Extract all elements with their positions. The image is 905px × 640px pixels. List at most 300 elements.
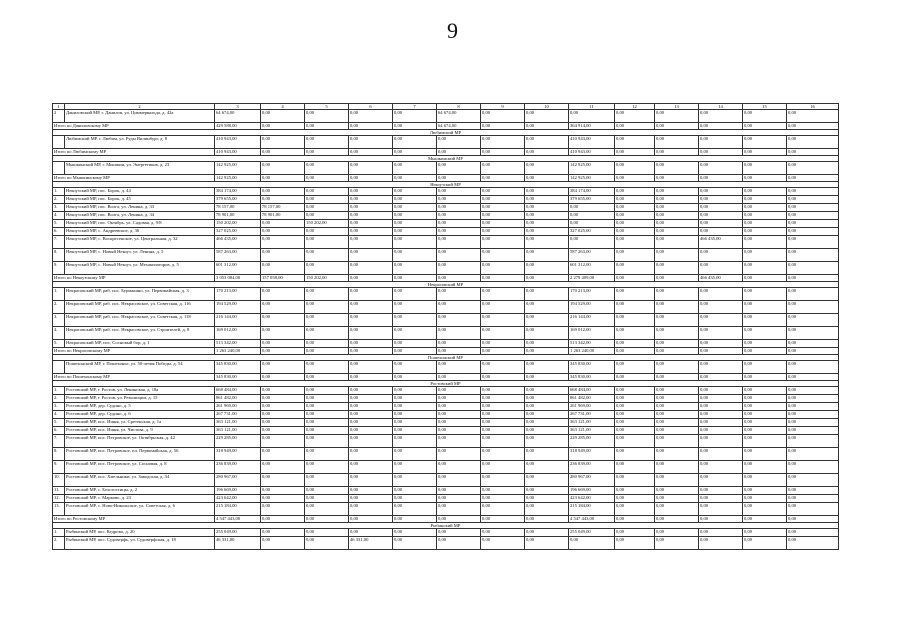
amount-cell: 0,00 — [787, 474, 839, 487]
amount-cell: 0,00 — [305, 529, 349, 537]
amount-cell: 0,00 — [787, 387, 839, 395]
amount-cell: 587 263,00 — [215, 249, 261, 262]
amount-cell: 0,00 — [261, 435, 305, 448]
amount-cell: 0,00 — [349, 495, 393, 503]
amount-cell: 0,00 — [743, 262, 787, 275]
amount-cell: 0,00 — [481, 110, 525, 123]
amount-cell: 0,00 — [615, 387, 655, 395]
table-row — [53, 419, 839, 427]
amount-cell: 0,00 — [615, 228, 655, 236]
address-cell: Некрасовский МР, раб. пос. Некрасовское, ул. Строителей, д. 8 — [65, 327, 215, 340]
amount-cell: 0,00 — [349, 162, 393, 175]
amount-cell: 0,00 — [699, 419, 743, 427]
column-header: 16 — [787, 104, 839, 110]
amount-cell: 429 588,00 — [215, 123, 261, 130]
amount-cell: 0,00 — [525, 188, 569, 196]
row-number: 4. — [53, 212, 65, 220]
amount-cell: 668 484,00 — [215, 387, 261, 395]
amount-cell: 0,00 — [699, 301, 743, 314]
amount-cell: 861 482,00 — [569, 395, 615, 403]
amount-cell: 0,00 — [393, 487, 437, 495]
amount-cell: 261 969,00 — [215, 403, 261, 411]
amount-cell: 0,00 — [787, 503, 839, 516]
amount-cell: 0,00 — [655, 249, 699, 262]
amount-cell: 668 484,00 — [569, 387, 615, 395]
amount-cell: 64 674,00 — [437, 123, 481, 130]
amount-cell: 0,00 — [787, 487, 839, 495]
amount-cell: 142 925,00 — [215, 162, 261, 175]
amount-cell: 0,00 — [525, 537, 569, 550]
amount-cell: 0,00 — [615, 461, 655, 474]
amount-cell: 0,00 — [393, 162, 437, 175]
amount-cell: 236 839,00 — [215, 461, 261, 474]
amount-cell: 0,00 — [437, 212, 481, 220]
amount-cell: 0,00 — [481, 220, 525, 228]
amount-cell: 0,00 — [569, 537, 615, 550]
amount-cell: 0,00 — [569, 236, 615, 249]
amount-cell: 0,00 — [393, 228, 437, 236]
address-cell: Некрасовский МР, раб. пос. Некрасовское, ул. Советская, д. 116 — [65, 301, 215, 314]
amount-cell: 0,00 — [305, 537, 349, 550]
amount-cell: 0,00 — [569, 204, 615, 212]
amount-cell: 142 925,00 — [569, 175, 615, 182]
amount-cell: 0,00 — [481, 249, 525, 262]
amount-cell: 0,00 — [437, 204, 481, 212]
amount-cell: 0,00 — [393, 448, 437, 461]
amount-cell: 78 157,00 — [215, 204, 261, 212]
amount-cell: 0,00 — [743, 474, 787, 487]
amount-cell: 0,00 — [615, 529, 655, 537]
amount-cell: 255 049,00 — [569, 529, 615, 537]
table-row — [53, 327, 839, 340]
amount-cell: 379 655,00 — [569, 196, 615, 204]
amount-cell: 0,00 — [261, 123, 305, 130]
table-row — [53, 403, 839, 411]
amount-cell: 0,00 — [525, 249, 569, 262]
amount-cell: 0,00 — [393, 361, 437, 374]
amount-cell: 423 642,00 — [569, 495, 615, 503]
amount-cell: 0,00 — [349, 236, 393, 249]
amount-cell: 363 121,00 — [215, 419, 261, 427]
amount-cell: 0,00 — [743, 188, 787, 196]
address-cell: Некрасовский МР, раб. пос. Некрасовское, ул. Советская, д. 118 — [65, 314, 215, 327]
amount-cell: 0,00 — [655, 175, 699, 182]
row-number: 1. — [53, 288, 65, 301]
amount-cell: 0,00 — [305, 495, 349, 503]
amount-cell: 0,00 — [349, 487, 393, 495]
amount-cell: 0,00 — [699, 314, 743, 327]
amount-cell: 0,00 — [699, 411, 743, 419]
amount-cell: 0,00 — [743, 204, 787, 212]
table-row — [53, 361, 839, 374]
amount-cell: 64 674,00 — [215, 110, 261, 123]
amount-cell: 0,00 — [261, 196, 305, 204]
amount-cell: 0,00 — [787, 314, 839, 327]
amount-cell: 0,00 — [655, 314, 699, 327]
amount-cell: 0,00 — [261, 529, 305, 537]
amount-cell: 0,00 — [437, 395, 481, 403]
amount-cell: 0,00 — [699, 448, 743, 461]
amount-cell: 0,00 — [787, 516, 839, 523]
amount-cell: 0,00 — [305, 340, 349, 348]
amount-cell: 0,00 — [787, 301, 839, 314]
amount-cell: 0,00 — [261, 220, 305, 228]
amount-cell: 0,00 — [437, 387, 481, 395]
amount-cell: 0,00 — [349, 340, 393, 348]
amount-cell: 0,00 — [615, 403, 655, 411]
row-number: 1. — [53, 529, 65, 537]
column-header: 7 — [393, 104, 437, 110]
amount-cell: 169 012,00 — [569, 327, 615, 340]
amount-cell: 0,00 — [743, 220, 787, 228]
amount-cell: 0,00 — [349, 516, 393, 523]
amount-cell: 0,00 — [349, 262, 393, 275]
amount-cell: 229 285,00 — [215, 435, 261, 448]
amount-cell: 0,00 — [525, 427, 569, 435]
amount-cell: 0,00 — [349, 348, 393, 355]
table-row — [53, 136, 839, 149]
amount-cell: 0,00 — [305, 262, 349, 275]
amount-cell: 0,00 — [349, 361, 393, 374]
amount-cell: 0,00 — [261, 149, 305, 156]
amount-cell: 0,00 — [787, 110, 839, 123]
section-title: Мышкинский МР — [53, 156, 839, 162]
amount-cell: 0,00 — [787, 149, 839, 156]
amount-cell: 157 058,00 — [261, 275, 305, 282]
amount-cell: 194 529,00 — [215, 301, 261, 314]
amount-cell: 0,00 — [787, 427, 839, 435]
section-title: Любимский МР — [53, 130, 839, 136]
amount-cell: 0,00 — [615, 495, 655, 503]
amount-cell: 0,00 — [743, 340, 787, 348]
amount-cell: 0,00 — [349, 314, 393, 327]
amount-cell: 0,00 — [305, 348, 349, 355]
amount-cell: 0,00 — [699, 387, 743, 395]
amount-cell: 0,00 — [787, 361, 839, 374]
amount-cell: 0,00 — [393, 503, 437, 516]
row-number: 2. — [53, 301, 65, 314]
amount-cell: 0,00 — [393, 123, 437, 130]
address-cell: Ростовский МР, дер. Судино, д. 5 — [65, 403, 215, 411]
table-row — [53, 340, 839, 348]
amount-cell: 0,00 — [349, 448, 393, 461]
amount-cell: 0,00 — [743, 275, 787, 282]
amount-cell: 0,00 — [437, 301, 481, 314]
amount-cell: 255 049,00 — [215, 529, 261, 537]
amount-cell: 0,00 — [305, 236, 349, 249]
table-row — [53, 537, 839, 550]
row-number — [53, 136, 65, 149]
amount-cell: 0,00 — [655, 503, 699, 516]
amount-cell: 0,00 — [655, 262, 699, 275]
amount-cell: 0,00 — [743, 503, 787, 516]
amount-cell: 0,00 — [655, 340, 699, 348]
table-row — [53, 110, 839, 123]
amount-cell: 0,00 — [655, 419, 699, 427]
amount-cell: 0,00 — [743, 123, 787, 130]
amount-cell: 0,00 — [525, 403, 569, 411]
amount-cell: 216 144,00 — [215, 314, 261, 327]
amount-cell: 0,00 — [743, 419, 787, 427]
amount-cell: 0,00 — [481, 427, 525, 435]
amount-cell: 0,00 — [655, 327, 699, 340]
amount-cell: 0,00 — [525, 387, 569, 395]
amount-cell: 0,00 — [743, 196, 787, 204]
amount-cell: 0,00 — [349, 374, 393, 381]
amount-cell: 0,00 — [525, 529, 569, 537]
address-cell: Ростовский МР, с. Белогостицы, д. 2 — [65, 487, 215, 495]
amount-cell: 0,00 — [437, 361, 481, 374]
amount-cell: 0,00 — [305, 503, 349, 516]
table-row — [53, 435, 839, 448]
amount-cell: 0,00 — [437, 411, 481, 419]
amount-cell: 0,00 — [699, 204, 743, 212]
amount-cell: 0,00 — [615, 474, 655, 487]
amount-cell: 0,00 — [437, 262, 481, 275]
amount-cell: 384 174,00 — [569, 188, 615, 196]
row-number: 6. — [53, 228, 65, 236]
amount-cell: 0,00 — [655, 149, 699, 156]
amount-cell: 215 184,00 — [569, 503, 615, 516]
amount-cell: 267 731,00 — [215, 411, 261, 419]
amount-cell: 0,00 — [743, 529, 787, 537]
amount-cell: 0,00 — [655, 236, 699, 249]
amount-cell: 0,00 — [349, 395, 393, 403]
section-title: Некрасовский МР — [53, 282, 839, 288]
amount-cell: 0,00 — [699, 175, 743, 182]
amount-cell: 0,00 — [787, 395, 839, 403]
amount-cell: 0,00 — [393, 537, 437, 550]
amount-cell: 363 121,00 — [215, 427, 261, 435]
address-cell: Ростовский МР, с. Ново-Никольское, ул. Советская, д. 6 — [65, 503, 215, 516]
amount-cell: 0,00 — [349, 301, 393, 314]
column-header: 1 — [53, 104, 65, 110]
row-number: 8. — [53, 249, 65, 262]
amount-cell: 0,00 — [615, 487, 655, 495]
amount-cell: 0,00 — [787, 262, 839, 275]
address-cell: Рыбинский МР, пос. Кедрово, д. 20 — [65, 529, 215, 537]
amount-cell: 0,00 — [393, 249, 437, 262]
amount-cell: 0,00 — [787, 529, 839, 537]
amount-cell: 0,00 — [525, 461, 569, 474]
amount-cell: 0,00 — [481, 340, 525, 348]
amount-cell: 0,00 — [787, 188, 839, 196]
amount-cell: 364 914,00 — [569, 123, 615, 130]
amount-cell: 0,00 — [525, 314, 569, 327]
amount-cell: 0,00 — [525, 411, 569, 419]
amount-cell: 345 830,00 — [569, 361, 615, 374]
amount-cell: 0,00 — [261, 411, 305, 419]
amount-cell: 0,00 — [655, 395, 699, 403]
amount-cell: 78 157,00 — [261, 204, 305, 212]
section-title: Рыбинский МР — [53, 523, 839, 529]
amount-cell: 0,00 — [261, 340, 305, 348]
amount-cell: 0,00 — [393, 136, 437, 149]
amount-cell: 0,00 — [655, 516, 699, 523]
row-number: 2 — [53, 110, 65, 123]
amount-cell: 0,00 — [787, 461, 839, 474]
amount-cell: 0,00 — [393, 188, 437, 196]
amount-cell: 0,00 — [525, 228, 569, 236]
amount-cell: 0,00 — [743, 288, 787, 301]
amount-cell: 0,00 — [437, 374, 481, 381]
amount-cell: 0,00 — [615, 395, 655, 403]
column-header: 2 — [65, 104, 215, 110]
amount-cell: 0,00 — [349, 435, 393, 448]
amount-cell: 0,00 — [525, 487, 569, 495]
amount-cell: 0,00 — [481, 288, 525, 301]
amount-cell: 0,00 — [437, 175, 481, 182]
row-number: 2. — [53, 395, 65, 403]
column-header: 6 — [349, 104, 393, 110]
amount-cell: 0,00 — [349, 275, 393, 282]
amount-cell: 861 482,00 — [215, 395, 261, 403]
amount-cell: 0,00 — [655, 374, 699, 381]
amount-cell: 0,00 — [525, 149, 569, 156]
amount-cell: 0,00 — [655, 448, 699, 461]
row-number: 8. — [53, 448, 65, 461]
amount-cell: 0,00 — [261, 288, 305, 301]
column-header: 3 — [215, 104, 261, 110]
amount-cell: 0,00 — [481, 361, 525, 374]
amount-cell: 0,00 — [525, 495, 569, 503]
amount-cell: 0,00 — [525, 327, 569, 340]
section-title: Ростовский МР — [53, 381, 839, 387]
amount-cell: 0,00 — [699, 212, 743, 220]
address-cell: Ростовский МР, пос. Ишня, ул. Сретенская, д. 1а — [65, 419, 215, 427]
amount-cell: 4 547 443,00 — [215, 516, 261, 523]
amount-cell: 0,00 — [699, 461, 743, 474]
amount-cell: 0,00 — [349, 110, 393, 123]
amount-cell: 0,00 — [393, 403, 437, 411]
table-row — [53, 288, 839, 301]
table-row — [53, 204, 839, 212]
amount-cell: 0,00 — [699, 340, 743, 348]
amount-cell: 0,00 — [787, 403, 839, 411]
column-header: 5 — [305, 104, 349, 110]
amount-cell: 0,00 — [349, 387, 393, 395]
amount-cell: 0,00 — [525, 136, 569, 149]
address-cell: Некоузский МР, пос. Волга, ул. Ленина, д. 34 — [65, 212, 215, 220]
amount-cell: 1 263 240,00 — [215, 348, 261, 355]
amount-cell: 0,00 — [305, 427, 349, 435]
amount-cell: 0,00 — [393, 374, 437, 381]
column-header: 15 — [743, 104, 787, 110]
amount-cell: 0,00 — [655, 136, 699, 149]
row-number: 4. — [53, 411, 65, 419]
amount-cell: 410 943,00 — [215, 136, 261, 149]
amount-cell: 0,00 — [655, 474, 699, 487]
amount-cell: 0,00 — [349, 419, 393, 427]
amount-cell: 0,00 — [305, 228, 349, 236]
row-number: 7. — [53, 236, 65, 249]
column-header: 4 — [261, 104, 305, 110]
amount-cell: 0,00 — [615, 516, 655, 523]
row-number: 2. — [53, 537, 65, 550]
amount-cell: 0,00 — [261, 419, 305, 427]
amount-cell: 0,00 — [787, 162, 839, 175]
amount-cell: 0,00 — [615, 503, 655, 516]
amount-cell: 0,00 — [349, 503, 393, 516]
amount-cell: 0,00 — [615, 448, 655, 461]
amount-cell: 0,00 — [481, 162, 525, 175]
address-cell: Ростовский МР, пос. Ишня, ул. Чистова, д. 9 — [65, 427, 215, 435]
amount-cell: 0,00 — [615, 374, 655, 381]
amount-cell: 0,00 — [261, 327, 305, 340]
amount-cell: 0,00 — [525, 236, 569, 249]
amount-cell: 0,00 — [525, 435, 569, 448]
amount-cell: 0,00 — [655, 162, 699, 175]
amount-cell: 0,00 — [655, 461, 699, 474]
total-row — [53, 516, 839, 523]
amount-cell: 0,00 — [525, 212, 569, 220]
row-number: 5. — [53, 220, 65, 228]
amount-cell: 0,00 — [655, 196, 699, 204]
amount-cell: 0,00 — [481, 188, 525, 196]
amount-cell: 0,00 — [481, 374, 525, 381]
amount-cell: 0,00 — [615, 204, 655, 212]
address-cell: Ростовский МР, дер. Судино, д. 6 — [65, 411, 215, 419]
amount-cell: 0,00 — [393, 327, 437, 340]
amount-cell: 410 943,00 — [569, 136, 615, 149]
amount-cell: 0,00 — [615, 340, 655, 348]
amount-cell: 0,00 — [261, 361, 305, 374]
amount-cell: 0,00 — [525, 503, 569, 516]
amount-cell: 0,00 — [393, 435, 437, 448]
amount-cell: 0,00 — [615, 236, 655, 249]
amount-cell: 0,00 — [743, 435, 787, 448]
address-cell: Некоузский МР, с. Новый Некоуз, ул. Ленина, д. 5 — [65, 249, 215, 262]
column-header: 14 — [699, 104, 743, 110]
amount-cell: 0,00 — [393, 461, 437, 474]
amount-cell: 0,00 — [393, 149, 437, 156]
amount-cell: 0,00 — [699, 474, 743, 487]
amount-cell: 0,00 — [615, 427, 655, 435]
amount-cell: 0,00 — [525, 448, 569, 461]
amount-cell: 0,00 — [481, 461, 525, 474]
amount-cell: 0,00 — [481, 448, 525, 461]
amount-cell: 0,00 — [261, 474, 305, 487]
amount-cell: 0,00 — [393, 529, 437, 537]
amount-cell: 0,00 — [787, 327, 839, 340]
amount-cell: 0,00 — [481, 537, 525, 550]
amount-cell: 0,00 — [393, 236, 437, 249]
amount-cell: 410 943,00 — [215, 149, 261, 156]
amount-cell: 0,00 — [787, 411, 839, 419]
amount-cell: 0,00 — [481, 395, 525, 403]
amount-cell: 0,00 — [787, 348, 839, 355]
amount-cell: 0,00 — [305, 314, 349, 327]
amount-cell: 4 547 443,00 — [569, 516, 615, 523]
amount-cell: 0,00 — [787, 228, 839, 236]
amount-cell: 0,00 — [481, 228, 525, 236]
amount-cell: 0,00 — [787, 537, 839, 550]
amount-cell: 0,00 — [261, 374, 305, 381]
amount-cell: 0,00 — [615, 188, 655, 196]
amount-cell: 0,00 — [393, 419, 437, 427]
amount-cell: 0,00 — [437, 495, 481, 503]
amount-cell: 0,00 — [743, 249, 787, 262]
address-cell: Итого по Любимскому МР — [53, 149, 215, 156]
amount-cell: 0,00 — [393, 340, 437, 348]
amount-cell: 0,00 — [393, 220, 437, 228]
table-row — [53, 196, 839, 204]
row-number — [53, 361, 65, 374]
amount-cell: 0,00 — [481, 212, 525, 220]
amount-cell: 0,00 — [525, 301, 569, 314]
amount-cell: 0,00 — [699, 110, 743, 123]
address-cell: Некрасовский МР, раб. пос. Бурмакино, ул. Первомайская, д. 3 — [65, 288, 215, 301]
